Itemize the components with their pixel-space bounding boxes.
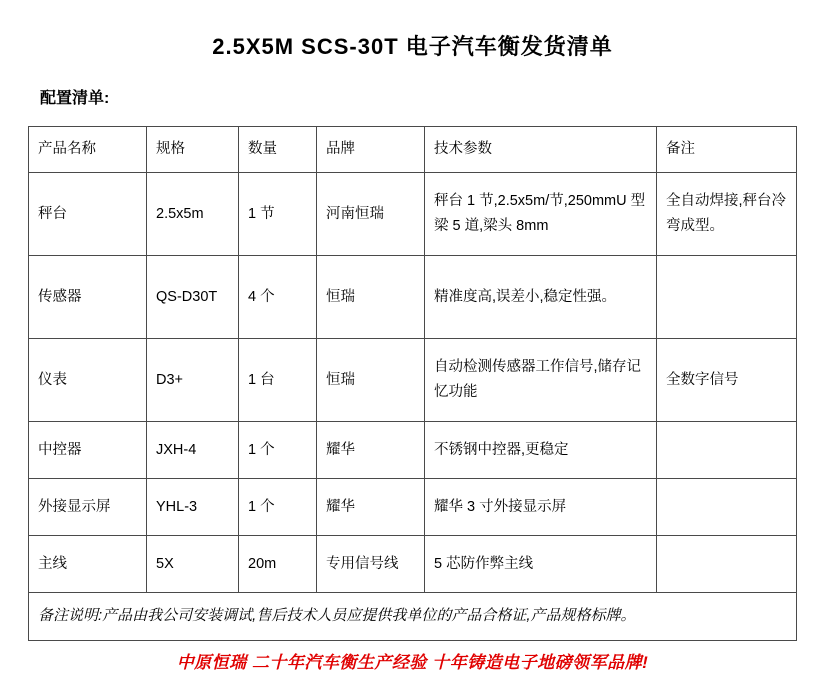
cell-product-name: 传感器 <box>29 256 147 339</box>
page-title: 2.5X5M SCS-30T 电子汽车衡发货清单 <box>212 34 613 59</box>
table-note-row <box>29 593 797 640</box>
cell-remark <box>657 422 797 479</box>
cell-tech: 秤台 1 节,2.5x5m/节,250mmU 型梁 5 道,梁头 8mm <box>425 173 657 256</box>
column-header-spec: 规格 <box>147 127 239 173</box>
table-header-row <box>29 127 797 173</box>
cell-qty: 4 个 <box>239 256 317 339</box>
cell-tech: 5 芯防作弊主线 <box>425 536 657 593</box>
cell-spec: 5X <box>147 536 239 593</box>
cell-qty: 1 个 <box>239 422 317 479</box>
table-row <box>29 536 797 593</box>
table-row <box>29 422 797 479</box>
cell-qty: 1 台 <box>239 339 317 422</box>
column-header-brand: 品牌 <box>317 127 425 173</box>
cell-brand: 耀华 <box>317 479 425 536</box>
cell-brand: 河南恒瑞 <box>317 173 425 256</box>
cell-product-name: 主线 <box>29 536 147 593</box>
cell-brand: 恒瑞 <box>317 256 425 339</box>
footer-slogan: 中原恒瑞 二十年汽车衡生产经验 十年铸造电子地磅领军品牌! <box>176 653 649 672</box>
cell-spec: JXH-4 <box>147 422 239 479</box>
cell-remark <box>657 536 797 593</box>
column-header-tech: 技术参数 <box>425 127 657 173</box>
cell-remark <box>657 479 797 536</box>
cell-qty: 20m <box>239 536 317 593</box>
cell-brand: 恒瑞 <box>317 339 425 422</box>
table-row <box>29 479 797 536</box>
column-header-qty: 数量 <box>239 127 317 173</box>
cell-remark: 全自动焊接,秤台冷弯成型。 <box>657 173 797 256</box>
table-row <box>29 173 797 256</box>
table-row <box>29 339 797 422</box>
cell-remark: 全数字信号 <box>657 339 797 422</box>
cell-spec: D3+ <box>147 339 239 422</box>
cell-product-name: 仪表 <box>29 339 147 422</box>
cell-tech: 耀华 3 寸外接显示屏 <box>425 479 657 536</box>
cell-product-name: 中控器 <box>29 422 147 479</box>
cell-product-name: 外接显示屏 <box>29 479 147 536</box>
cell-spec: QS-D30T <box>147 256 239 339</box>
column-header-name: 产品名称 <box>29 127 147 173</box>
cell-brand: 专用信号线 <box>317 536 425 593</box>
cell-remark <box>657 256 797 339</box>
cell-product-name: 秤台 <box>29 173 147 256</box>
section-subtitle: 配置清单: <box>40 90 110 107</box>
table-row <box>29 256 797 339</box>
column-header-remark: 备注 <box>657 127 797 173</box>
cell-spec: YHL-3 <box>147 479 239 536</box>
cell-tech: 自动检测传感器工作信号,储存记忆功能 <box>425 339 657 422</box>
cell-brand: 耀华 <box>317 422 425 479</box>
cell-tech: 不锈钢中控器,更稳定 <box>425 422 657 479</box>
table-note: 备注说明:产品由我公司安装调试,售后技术人员应提供我单位的产品合格证,产品规格标牌。 <box>29 593 797 640</box>
cell-qty: 1 个 <box>239 479 317 536</box>
cell-qty: 1 节 <box>239 173 317 256</box>
spec-table <box>28 126 797 641</box>
cell-tech: 精准度高,误差小,稳定性强。 <box>425 256 657 339</box>
cell-spec: 2.5x5m <box>147 173 239 256</box>
document-page <box>0 30 825 691</box>
